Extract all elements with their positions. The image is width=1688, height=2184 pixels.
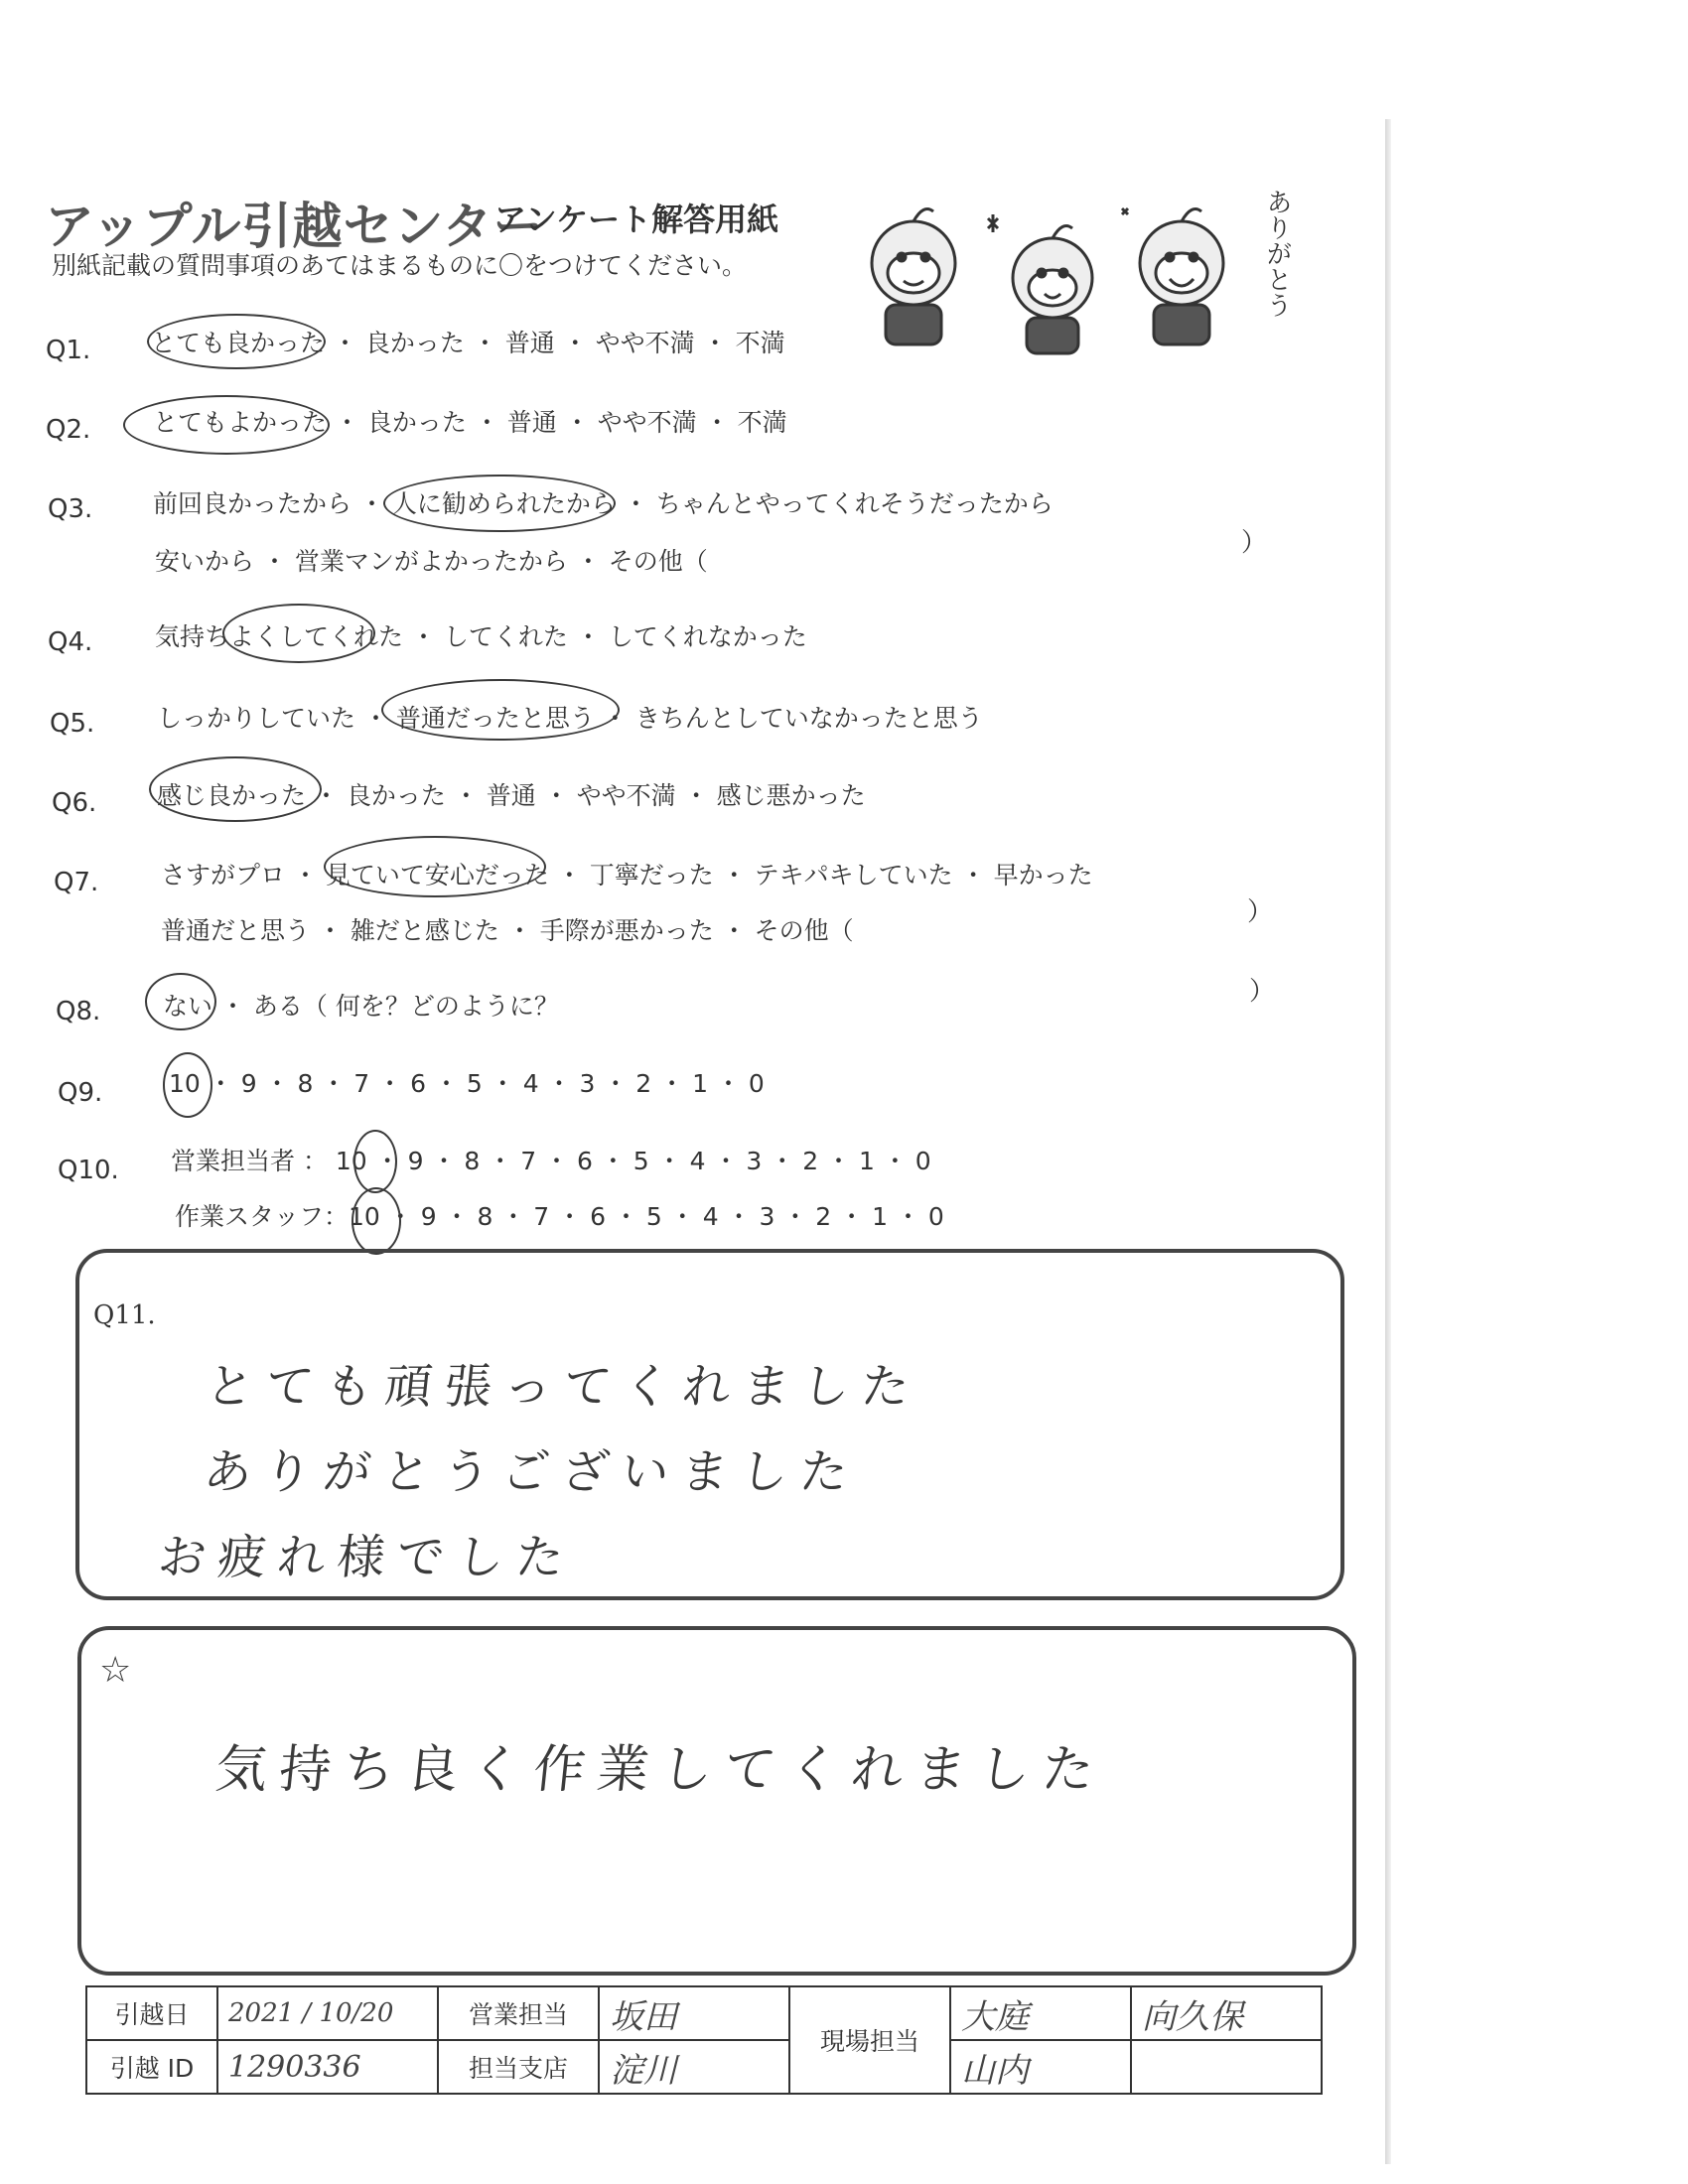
move-date-label: 引越日 [86,1986,217,2040]
q7-number: Q7. [54,868,99,897]
q8-number: Q8. [56,997,101,1026]
q3-selection-circle [383,475,616,532]
instruction-text: 別紙記載の質問事項のあてはまるものに〇をつけてください。 [52,251,748,280]
q7-options-line1[interactable]: さすがプロ ・ 見ていて安心だった ・ 丁寧だった ・ テキパキしていた ・ 早かった [161,861,1093,889]
q10-sales-options[interactable]: 営業担当者 ： 10 ・ 9 ・ 8 ・ 7 ・ 6 ・ 5 ・ 4 ・ 3 ・ 2 ・ 1 ・ 0 [171,1147,931,1175]
q2-selection-circle [123,395,330,455]
q1-selection-circle [147,314,326,369]
q9-number: Q9. [58,1078,103,1108]
q10-sales-selection-circle [353,1130,397,1193]
sales-rep-value: 坂田 [599,1986,789,2040]
q8-selection-circle [145,973,216,1030]
q8-options[interactable]: ない ・ ある（ 何を？どのように？ [163,992,559,1021]
q2-options[interactable]: とてもよかった ・ 良かった ・ 普通 ・ やや不満 ・ 不満 [153,408,787,437]
q9-selection-circle [163,1052,212,1118]
q11-comment-line2: ありがとうございました [201,1444,863,1500]
q10-staff-selection-circle [352,1187,401,1255]
q11-comment-line3: お疲れ様でした [155,1530,579,1585]
q3-options-line2[interactable]: 安いから ・ 営業マンがよかったから ・ その他（ [155,547,708,576]
page-edge-shadow [1385,119,1391,2164]
mascot-caption: ありがとう [1262,189,1292,318]
site-staff-2: 向久保 [1131,1986,1322,2040]
move-date-value: 2021 / 10/20 [217,1986,438,2040]
q10-number: Q10. [58,1156,119,1185]
q4-selection-circle [222,604,375,663]
move-id-value: 1290336 [217,2040,438,2094]
q2-number: Q2. [46,415,91,445]
q9-options[interactable]: 10 ・ 9 ・ 8 ・ 7 ・ 6 ・ 5 ・ 4 ・ 3 ・ 2 ・ 1 ・ 0 [169,1069,765,1098]
q7-selection-circle [324,836,546,897]
q3-number: Q3. [48,494,93,524]
q3-close-paren: ） [1241,528,1268,558]
q7-options-line2[interactable]: 普通だと思う ・ 雑だと感じた ・ 手際が悪かった ・ その他（ [161,916,854,945]
branch-label: 担当支店 [438,2040,599,2094]
q7-close-paren: ） [1247,897,1274,927]
site-staff-label: 現場担当 [789,1986,950,2094]
site-staff-1: 大庭 [950,1986,1131,2040]
brand-title: アップル引越センター [45,198,544,255]
branch-value: 淀川 [599,2040,789,2094]
q5-options[interactable]: しっかりしていた ・ 普通だったと思う ・ きちんとしていなかったと思う [157,704,983,733]
q11-comment-line1: とても頑張ってくれました [203,1359,924,1415]
q5-selection-circle [381,679,620,741]
star-comment-line1: 気持ち良く作業してくれました [212,1740,1109,1800]
q6-options[interactable]: 感じ良かった ・ 良かった ・ 普通 ・ やや不満 ・ 感じ悪かった [157,781,866,810]
q8-close-paren: ） [1249,977,1276,1007]
move-info-table [85,1985,1323,2095]
site-staff-3: 山内 [950,2040,1131,2094]
sales-rep-label: 営業担当 [438,1986,599,2040]
q4-number: Q4. [48,627,93,657]
form-subtitle: アンケート解答用紙 [494,201,779,238]
q1-options[interactable]: とても良かった ・ 良かった ・ 普通 ・ やや不満 ・ 不満 [151,329,785,357]
q10-staff-options[interactable]: 作業スタッフ：10 ・ 9 ・ 8 ・ 7 ・ 6 ・ 5 ・ 4 ・ 3 ・ 2 ・ 1 ・ 0 [175,1202,944,1231]
move-id-label: 引越 ID [86,2040,217,2094]
q5-number: Q5. [50,709,95,739]
q6-selection-circle [149,756,322,822]
q4-options[interactable]: 気持ちよくしてくれた ・ してくれた ・ してくれなかった [155,622,807,651]
q1-number: Q1. [46,336,91,365]
star-icon: ☆ [99,1650,132,1691]
q3-options-line1[interactable]: 前回良かったから ・ 人に勧められたから ・ ちゃんとやってくれそうだったから [153,489,1054,518]
site-staff-4 [1131,2040,1322,2094]
q6-number: Q6. [52,788,97,818]
monkey-mascot-icon [854,179,1291,357]
q11-label: Q11. [93,1300,156,1330]
